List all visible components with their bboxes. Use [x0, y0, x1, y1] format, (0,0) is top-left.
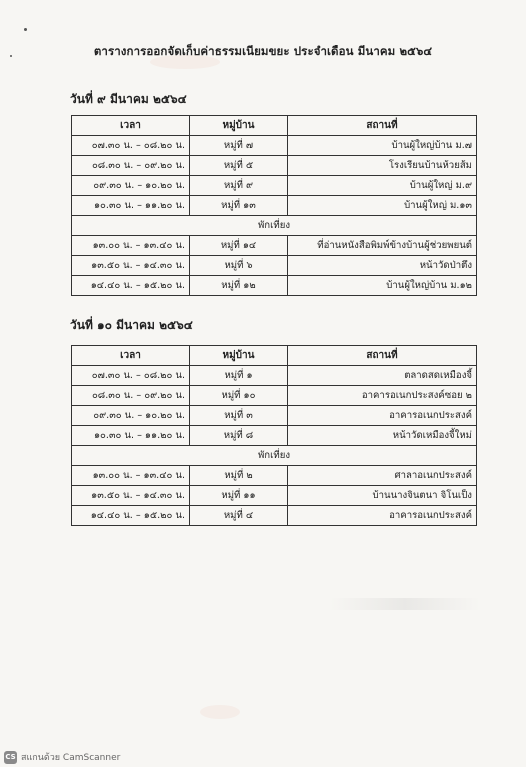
table-row [72, 486, 477, 506]
village-cell: หมู่ที่ ๔ [190, 506, 288, 526]
village-cell: หมู่ที่ ๑๒ [190, 276, 288, 296]
time-cell: ๑๔.๔๐ น. – ๑๕.๒๐ น. [72, 276, 190, 296]
village-cell: หมู่ที่ ๑๔ [190, 236, 288, 256]
table-header-row [72, 346, 477, 366]
village-cell: หมู่ที่ ๙ [190, 176, 288, 196]
lunch-break-row [72, 216, 477, 236]
place-cell: ที่อ่านหนังสือพิมพ์ข้างบ้านผู้ช่วยพยนต์ [288, 236, 477, 256]
place-cell: บ้านผู้ใหญ่ ม.๙ [288, 176, 477, 196]
place-cell: ตลาดสดเหมืองจี้ [288, 366, 477, 386]
scan-mark [200, 705, 240, 719]
village-cell: หมู่ที่ ๑ [190, 366, 288, 386]
table-row [72, 236, 477, 256]
time-cell: ๑๐.๓๐ น. – ๑๑.๒๐ น. [72, 196, 190, 216]
document-title: ตารางการออกจัดเก็บค่าธรรมเนียมขยะ ประจำเดือน มีนาคม ๒๕๖๔ [93, 44, 433, 58]
village-cell: หมู่ที่ ๖ [190, 256, 288, 276]
time-cell: ๐๙.๓๐ น. – ๑๐.๒๐ น. [72, 406, 190, 426]
table-header-row [72, 116, 477, 136]
day-1-title: วันที่ ๙ มีนาคม ๒๕๖๔ [70, 92, 187, 106]
table-row [72, 506, 477, 526]
table-row [72, 426, 477, 446]
camscanner-logo-icon: CS [4, 751, 17, 764]
time-cell: ๑๓.๐๐ น. – ๑๓.๔๐ น. [72, 236, 190, 256]
schedule-table-day-1 [71, 115, 477, 296]
place-cell: บ้านผู้ใหญ่บ้าน ม.๗ [288, 136, 477, 156]
lunch-break-row [72, 446, 477, 466]
column-header-time: เวลา [72, 116, 190, 136]
column-header-village: หมู่บ้าน [190, 116, 288, 136]
time-cell: ๑๓.๕๐ น. – ๑๔.๓๐ น. [72, 486, 190, 506]
time-cell: ๐๘.๓๐ น. – ๐๙.๒๐ น. [72, 156, 190, 176]
village-cell: หมู่ที่ ๕ [190, 156, 288, 176]
scanner-watermark [4, 750, 120, 764]
table-row [72, 256, 477, 276]
scan-speck [24, 28, 27, 31]
column-header-village: หมู่บ้าน [190, 346, 288, 366]
time-cell: ๐๙.๓๐ น. – ๑๐.๒๐ น. [72, 176, 190, 196]
time-cell: ๑๓.๐๐ น. – ๑๓.๔๐ น. [72, 466, 190, 486]
place-cell: ศาลาอเนกประสงค์ [288, 466, 477, 486]
column-header-time: เวลา [72, 346, 190, 366]
table-row [72, 406, 477, 426]
table-row [72, 156, 477, 176]
place-cell: หน้าวัดเหมืองจี้ใหม่ [288, 426, 477, 446]
place-cell: อาคารอเนกประสงค์ซอย ๒ [288, 386, 477, 406]
village-cell: หมู่ที่ ๑๑ [190, 486, 288, 506]
table-row [72, 386, 477, 406]
column-header-place: สถานที่ [288, 346, 477, 366]
time-cell: ๐๗.๓๐ น. – ๐๘.๒๐ น. [72, 366, 190, 386]
village-cell: หมู่ที่ ๘ [190, 426, 288, 446]
place-cell: หน้าวัดป่าตึง [288, 256, 477, 276]
scanner-watermark-text: สแกนด้วย CamScanner [21, 753, 121, 763]
faint-stamp [330, 598, 480, 610]
table-row [72, 196, 477, 216]
village-cell: หมู่ที่ ๓ [190, 406, 288, 426]
village-cell: หมู่ที่ ๒ [190, 466, 288, 486]
day-2-title: วันที่ ๑๐ มีนาคม ๒๕๖๔ [70, 318, 193, 332]
time-cell: ๑๓.๕๐ น. – ๑๔.๓๐ น. [72, 256, 190, 276]
table-row [72, 466, 477, 486]
village-cell: หมู่ที่ ๗ [190, 136, 288, 156]
place-cell: โรงเรียนบ้านห้วยส้ม [288, 156, 477, 176]
place-cell: บ้านนางจินตนา จิโนเป็ง [288, 486, 477, 506]
table-row [72, 136, 477, 156]
place-cell: อาคารอเนกประสงค์ [288, 506, 477, 526]
village-cell: หมู่ที่ ๑๐ [190, 386, 288, 406]
table-row [72, 366, 477, 386]
place-cell: อาคารอเนกประสงค์ [288, 406, 477, 426]
time-cell: ๑๔.๔๐ น. – ๑๕.๒๐ น. [72, 506, 190, 526]
schedule-table-day-2 [71, 345, 477, 526]
time-cell: ๐๘.๓๐ น. – ๐๙.๒๐ น. [72, 386, 190, 406]
time-cell: ๑๐.๓๐ น. – ๑๑.๒๐ น. [72, 426, 190, 446]
village-cell: หมู่ที่ ๑๓ [190, 196, 288, 216]
place-cell: บ้านผู้ใหญ่ ม.๑๓ [288, 196, 477, 216]
table-row [72, 276, 477, 296]
table-row [72, 176, 477, 196]
column-header-place: สถานที่ [288, 116, 477, 136]
lunch-break-label: พักเที่ยง [72, 446, 477, 466]
lunch-break-label: พักเที่ยง [72, 216, 477, 236]
place-cell: บ้านผู้ใหญ่บ้าน ม.๑๒ [288, 276, 477, 296]
time-cell: ๐๗.๓๐ น. – ๐๘.๒๐ น. [72, 136, 190, 156]
